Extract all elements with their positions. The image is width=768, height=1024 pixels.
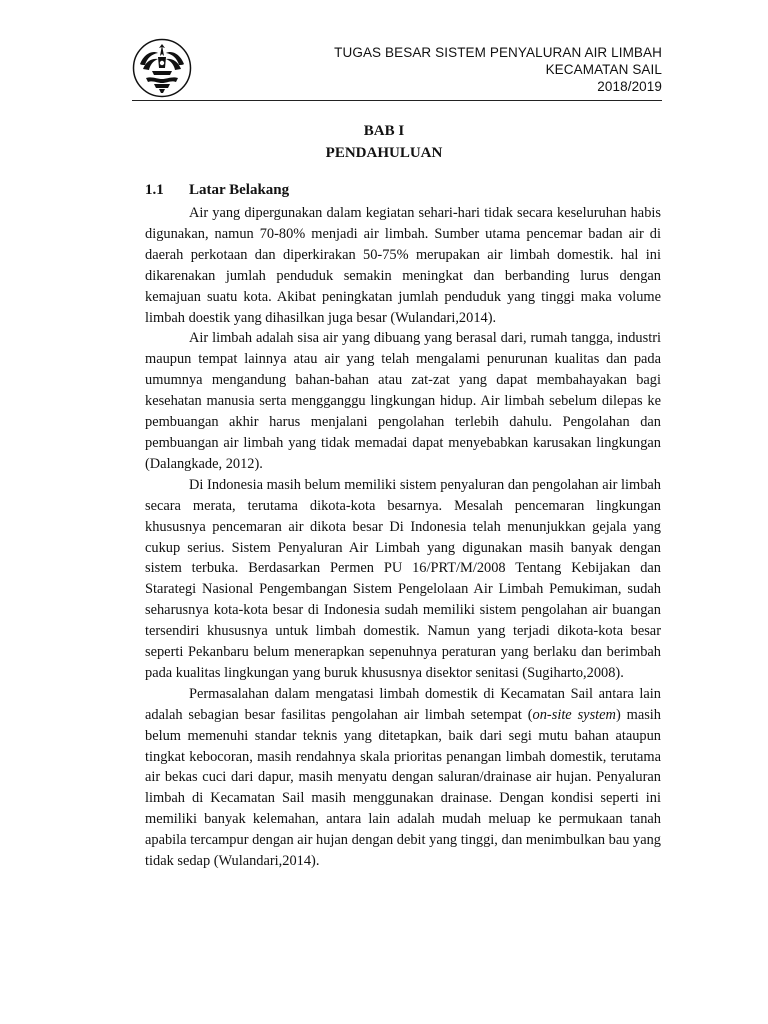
header-year: 2018/2019	[597, 79, 662, 94]
paragraph-4-start: Permasalahan dalam mengatasi limbah domestik di Kecamatan Sail antara lain adalah sebagian besar fasilitas pengolahan air limbah setempat (	[145, 685, 661, 723]
paragraph-1: Air yang dipergunakan dalam kegiatan sehari-hari tidak secara keseluruhan habis digunakan, namun 70-80% menjadi air limbah. Sumber utama pencemar badan air di daerah perkotaan dan diperkirakan 50-75% merupakan air limbah domestik. hal ini dikarenakan jumlah penduduk semakin meningkat dan berbanding lurus dengan kemajuan suatu kota. Akibat peningkatan jumlah penduduk yang tinggi maka volume limbah doestik yang dihasilkan juga besar (Wulandari,2014).	[145, 205, 661, 326]
university-emblem-icon	[132, 38, 192, 98]
paragraph-4-italic-term: on-site system	[532, 706, 616, 723]
paragraph-2: Air limbah adalah sisa air yang dibuang yang berasal dari, rumah tangga, industri maupun tempat lainnya atau air yang telah mengalami penurunan kualitas dan pada umumnya mengandung bahan-bahan atau zat-zat yang dapat membahayakan bagi kesehatan manusia serta mengganggu lingkungan hidup. Air limbah sebelum dilepas ke pembuangan akhir harus menjalani pengolahan terlebih dahulu. Pengolahan dan pembuangan air limbah yang tidak memadai dapat menyebabkan karusakan lingkungan (Dalangkade, 2012).	[145, 330, 661, 472]
section-title: Latar Belakang	[189, 182, 290, 198]
header-title: TUGAS BESAR SISTEM PENYALURAN AIR LIMBAH	[334, 45, 662, 60]
section-heading	[145, 180, 289, 200]
paragraph-4	[145, 684, 661, 872]
paragraph-3: Di Indonesia masih belum memiliki sistem penyaluran dan pengolahan air limbah secara merata, terutama dikota-kota besarnya. Mesalah pencemaran lingkungan khususnya pencemaran air dikota besar Di Indonesia telah menunjukkan gejala yang cukup serius. Sistem Penyaluran Air Limbah yang digunakan masih banyak dengan sistem terbuka. Berdasarkan Permen PU 16/PRT/M/2008 Tentang Kebijakan dan Starategi Nasional Pengembangan Sistem Pengelolaan Air Limbah Pemukiman, sudah seharusnya kota-kota besar di Indonesia sudah memiliki sistem pengolahan air buangan tersendiri khususnya untuk limbah domestik. Namun yang terjadi dikota-kota besar seperti Pekanbaru belum menerapkan sepenuhnya peraturan yang berlaku dan berimbah pada kualitas lingkungan yang buruk khususnya disektor senitasi (Sugiharto,2008).	[145, 476, 661, 681]
section-number: 1.1	[145, 182, 164, 198]
header-location: KECAMATAN SAIL	[545, 62, 662, 77]
header-divider	[132, 100, 662, 101]
chapter-number: BAB I	[363, 123, 405, 139]
body-text	[145, 203, 661, 872]
paragraph-4-end: ) masih belum memenuhi standar teknis yang ditetapkan, baik dari segi mutu bahan ataupun tingkat kebocoran, masih rendahnya skala prioritas penangan limbah domestik, terutama air bekas cuci dari dapur, masih menyatu dengan saluran/drainase air hujan. Penyaluran limbah di Kecamatan Sail masih menggunakan drainase. Dengan kondisi seperti ini memiliki banyak kelemahan, antara lain adalah mudah meluap ke permukaan tanah apabila tercampur dengan air hujan dengan debit yang tinggi, dan menimbulkan bau yang tidak sedap (Wulandari,2014).	[145, 706, 662, 870]
chapter-title: PENDAHULUAN	[325, 145, 443, 161]
document-header	[334, 44, 662, 95]
